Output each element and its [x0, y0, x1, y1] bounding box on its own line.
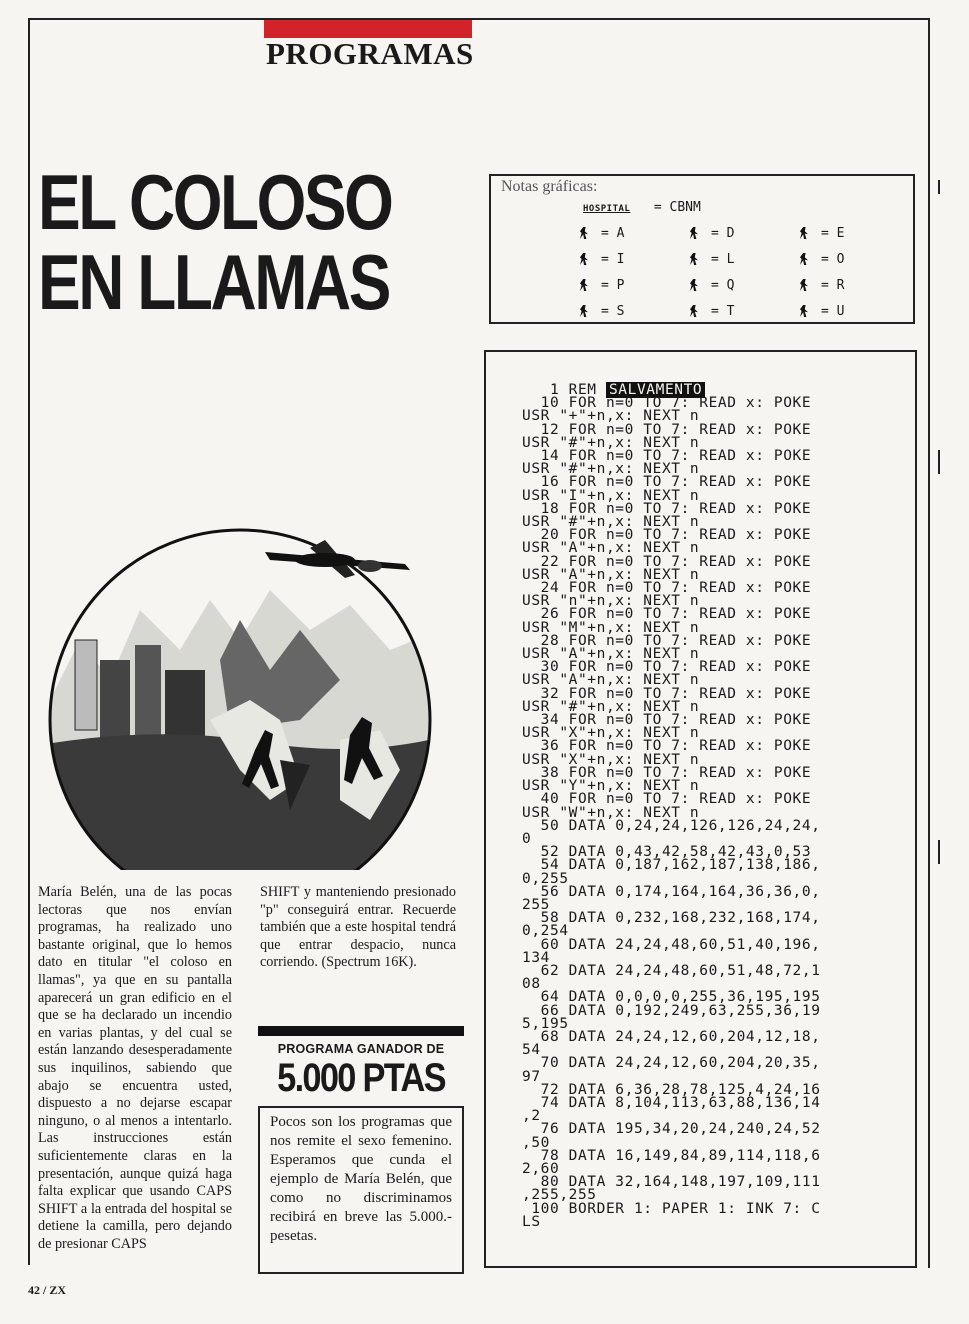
listing-line: 52 DATA 0,43,42,58,42,43,0,53: [522, 844, 812, 861]
listing-line: 0,255: [522, 870, 569, 887]
udg-sprite-icon: [687, 252, 701, 266]
listing-line: 34 FOR n=0 TO 7: READ x: POKE: [522, 712, 812, 729]
listing-line: 255: [522, 896, 550, 913]
burning-building-illustration: [40, 520, 450, 870]
note-item: = R: [797, 276, 907, 294]
hospital-label: HOSPITAL: [583, 204, 631, 214]
prize-bar: [258, 1026, 464, 1036]
note-item: = I: [577, 250, 687, 268]
listing-line: 30 FOR n=0 TO 7: READ x: POKE: [522, 659, 812, 676]
listing-line: 0: [522, 830, 532, 847]
listing-line: 5,195: [522, 1015, 569, 1032]
listing-line: 50 DATA 0,24,24,126,126,24,24,: [522, 817, 821, 834]
listing-line: 14 FOR n=0 TO 7: READ x: POKE: [522, 448, 812, 465]
listing-line: 38 FOR n=0 TO 7: READ x: POKE: [522, 764, 812, 781]
listing-line: 78 DATA 16,149,84,89,114,118,6: [522, 1147, 821, 1164]
listing-line: 66 DATA 0,192,249,63,255,36,19: [522, 1002, 821, 1019]
listing-line: USR "A"+n,x: NEXT n: [522, 540, 700, 557]
page-frame-left: [28, 20, 30, 1265]
prize-label: PROGRAMA GANADOR DE: [277, 1042, 445, 1056]
listing-line: ,50: [522, 1134, 550, 1151]
listing-line: 58 DATA 0,232,168,232,168,174,: [522, 910, 821, 927]
listing-line: USR "+"+n,x: NEXT n: [522, 408, 700, 425]
udg-sprite-icon: [797, 252, 811, 266]
headline-line-2: EN LLAMAS: [38, 238, 389, 326]
note-item: = T: [687, 302, 797, 320]
airplane-icon: [265, 540, 410, 578]
listing-line: USR "#"+n,x: NEXT n: [522, 698, 700, 715]
listing-line: 18 FOR n=0 TO 7: READ x: POKE: [522, 500, 812, 517]
udg-sprite-icon: [577, 226, 591, 240]
udg-sprite-icon: [577, 278, 591, 292]
listing-line: 10 FOR n=0 TO 7: READ x: POKE: [522, 395, 812, 412]
article-body-middle: SHIFT y manteniendo presionado "p" conseguirá entrar. Recuerde también que a este hospital tendrá que entrar despacio, nunca corriendo. (Spectrum 16K).: [260, 884, 456, 971]
listing-line: 32 FOR n=0 TO 7: READ x: POKE: [522, 685, 812, 702]
edge-mark: [938, 450, 940, 474]
listing-line: USR "A"+n,x: NEXT n: [522, 566, 700, 583]
listing-lines: [522, 397, 906, 1229]
listing-line: ,255,255: [522, 1187, 597, 1204]
note-item: = L: [687, 250, 797, 268]
rem-title: SALVAMENTO: [606, 382, 705, 398]
listing-line: USR "n"+n,x: NEXT n: [522, 593, 700, 610]
listing-line: 24 FOR n=0 TO 7: READ x: POKE: [522, 580, 812, 597]
note-item: = P: [577, 276, 687, 294]
notes-hospital: [583, 200, 701, 215]
section-title: PROGRAMAS: [266, 36, 474, 71]
listing-line: USR "#"+n,x: NEXT n: [522, 514, 700, 531]
listing-line: 56 DATA 0,174,164,164,36,36,0,: [522, 883, 821, 900]
listing-line: USR "Y"+n,x: NEXT n: [522, 778, 700, 795]
udg-sprite-icon: [687, 304, 701, 318]
note-item: = Q: [687, 276, 797, 294]
udg-sprite-icon: [687, 226, 701, 240]
notes-grid: [577, 224, 907, 320]
listing-line: 2,60: [522, 1160, 560, 1177]
listing-line: USR "A"+n,x: NEXT n: [522, 672, 700, 689]
listing-line-rem: 1 REM SALVAMENTO: [522, 384, 906, 397]
program-listing: [522, 384, 906, 1229]
listing-line: 68 DATA 24,24,12,60,204,12,18,: [522, 1028, 821, 1045]
listing-line: USR "I"+n,x: NEXT n: [522, 487, 700, 504]
listing-line: 60 DATA 24,24,48,60,51,40,196,: [522, 936, 821, 953]
listing-line: 54 DATA 0,187,162,187,138,186,: [522, 857, 821, 874]
page-frame-right: [928, 18, 930, 1268]
note-item: = E: [797, 224, 907, 242]
listing-line: 22 FOR n=0 TO 7: READ x: POKE: [522, 553, 812, 570]
udg-sprite-icon: [797, 278, 811, 292]
listing-line: 72 DATA 6,36,28,78,125,4,24,16: [522, 1081, 821, 1098]
article-body-left: María Belén, una de las pocas lectoras que nos envían programas, ha realizado uno bastante original, que lo hemos dato en titular "el coloso en llamas", ya que en su pantalla aparecerá un gran edificio en el que se ha declarado un incendio en varias plantas, y del cual se están lanzando desesperadamente sus inquilinos, sabiendo que abajo se encuentra usted, dispuesto a no dejarse escapar ninguno, o al menos a intentarlo. Las instrucciones están suficientemente claras en la presentación, aunque quizá haga falta explicar que usando CAPS SHIFT a la entrada del hospital se detiene la camilla, pero dejando de presionar CAPS: [38, 884, 232, 1252]
prize-text: Pocos son los programas que nos remite el sexo femenino. Esperamos que cunda el ejemplo de María Belén, que como no discriminamos recibirá en breve las 5.000.- pesetas.: [258, 1106, 464, 1274]
hospital-value: = CBNM: [653, 200, 701, 215]
edge-mark: [938, 180, 940, 194]
udg-sprite-icon: [797, 304, 811, 318]
graphic-notes-box: [489, 174, 915, 324]
page-folio: 42 / ZX: [28, 1283, 67, 1297]
listing-line: 70 DATA 24,24,12,60,204,20,35,: [522, 1055, 821, 1072]
prize-panel: [258, 1026, 464, 1274]
notes-title: Notas gráficas:: [501, 178, 598, 195]
udg-sprite-icon: [687, 278, 701, 292]
listing-line: 54: [522, 1042, 541, 1059]
note-item: = S: [577, 302, 687, 320]
udg-sprite-icon: [577, 304, 591, 318]
listing-line: 76 DATA 195,34,20,24,240,24,52: [522, 1121, 821, 1138]
listing-line: 16 FOR n=0 TO 7: READ x: POKE: [522, 474, 812, 491]
listing-line: USR "X"+n,x: NEXT n: [522, 725, 700, 742]
note-item: = A: [577, 224, 687, 242]
listing-line: USR "W"+n,x: NEXT n: [522, 804, 700, 821]
listing-line: 08: [522, 976, 541, 993]
article-headline: [38, 158, 392, 326]
listing-line: 36 FOR n=0 TO 7: READ x: POKE: [522, 738, 812, 755]
listing-line: 97: [522, 1068, 541, 1085]
listing-line: USR "M"+n,x: NEXT n: [522, 619, 700, 636]
edge-mark: [938, 840, 940, 864]
listing-line: 28 FOR n=0 TO 7: READ x: POKE: [522, 632, 812, 649]
page-frame-top: [28, 18, 930, 20]
headline-line-1: EL COLOSO: [38, 158, 392, 246]
listing-line: 12 FOR n=0 TO 7: READ x: POKE: [522, 421, 812, 438]
listing-line: USR "A"+n,x: NEXT n: [522, 646, 700, 663]
listing-line: 26 FOR n=0 TO 7: READ x: POKE: [522, 606, 812, 623]
note-item: = O: [797, 250, 907, 268]
listing-line: 74 DATA 8,104,113,63,88,136,14: [522, 1094, 821, 1111]
listing-line: 64 DATA 0,0,0,0,255,36,195,195: [522, 989, 821, 1006]
listing-line: 62 DATA 24,24,48,60,51,48,72,1: [522, 962, 821, 979]
listing-line: LS: [522, 1213, 541, 1230]
prize-amount: 5.000 PTAS: [277, 1056, 445, 1100]
listing-line: 20 FOR n=0 TO 7: READ x: POKE: [522, 527, 812, 544]
listing-line: USR "#"+n,x: NEXT n: [522, 434, 700, 451]
note-item: = U: [797, 302, 907, 320]
udg-sprite-icon: [797, 226, 811, 240]
listing-line: 134: [522, 949, 550, 966]
listing-line: 40 FOR n=0 TO 7: READ x: POKE: [522, 791, 812, 808]
listing-line: USR "X"+n,x: NEXT n: [522, 751, 700, 768]
udg-sprite-icon: [577, 252, 591, 266]
listing-line: 80 DATA 32,164,148,197,109,111: [522, 1174, 821, 1191]
listing-line: USR "#"+n,x: NEXT n: [522, 461, 700, 478]
listing-line: 100 BORDER 1: PAPER 1: INK 7: C: [522, 1200, 821, 1217]
listing-line: ,2: [522, 1108, 541, 1125]
listing-line: 0,254: [522, 923, 569, 940]
note-item: = D: [687, 224, 797, 242]
